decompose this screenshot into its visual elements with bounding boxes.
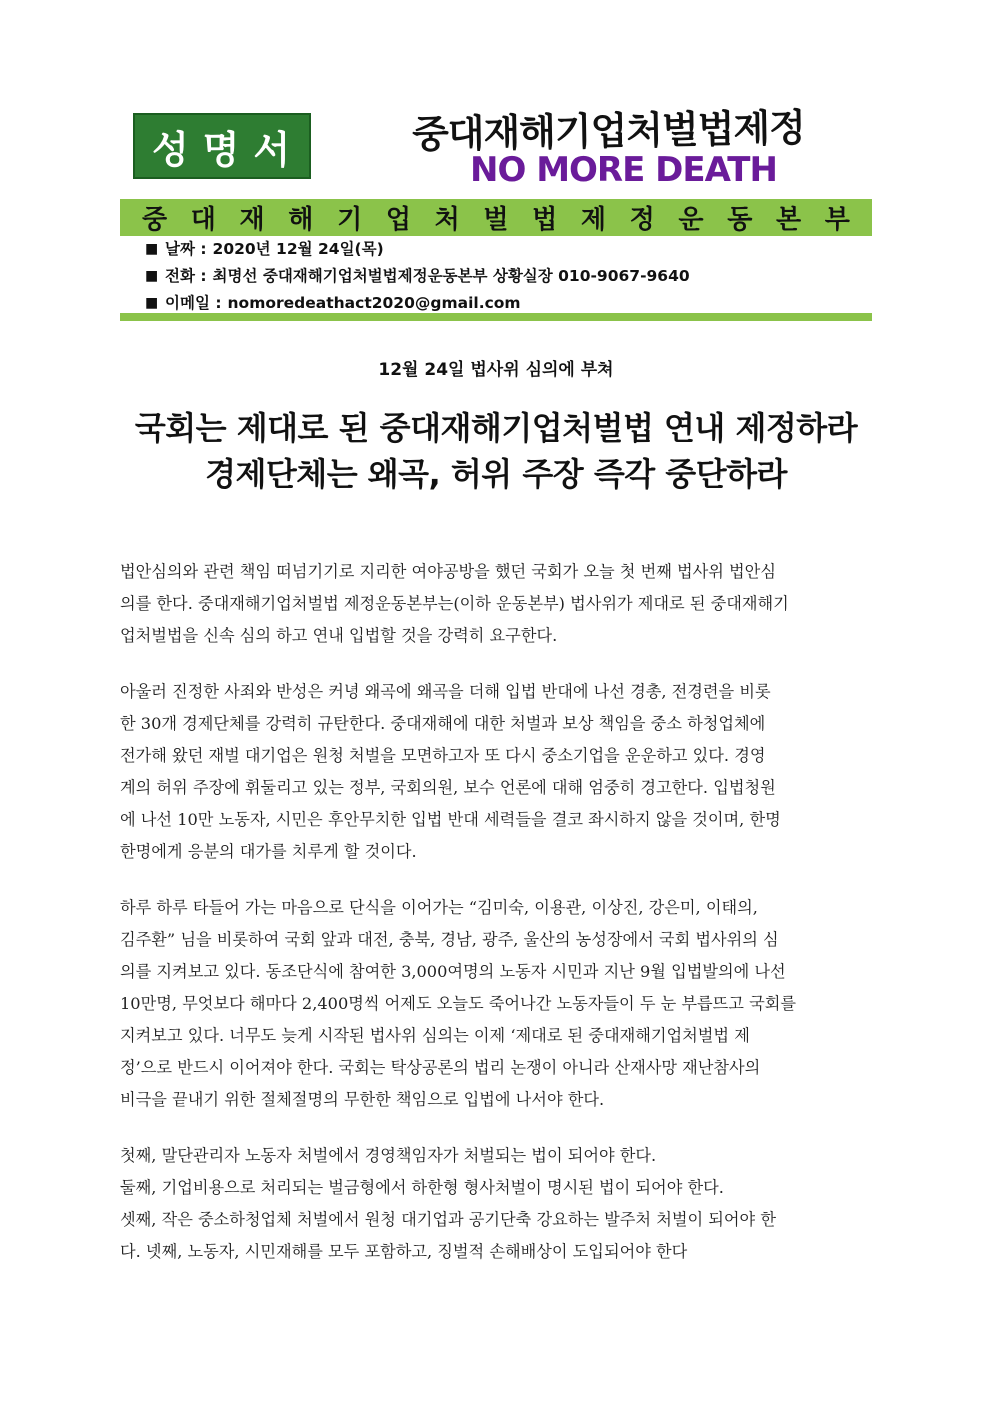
statement-badge: 성명서 [133,113,311,179]
org-char: 중 [142,205,168,235]
phone-row [145,263,865,290]
organization-banner [120,199,872,236]
contact-info [145,236,865,317]
divider [120,313,872,321]
org-char: 본 [775,205,802,235]
phone-value: 최명선 중대재해기업처벌법제정운동본부 상황실장 010-9067-9640 [212,267,690,285]
body-paragraph-3: 하루 하루 타들어 가는 마음으로 단식을 이어가는 “김미숙, 이용관, 이상진, 강은미, 이태의, 김주환” 님을 비롯하여 국회 앞과 대전, 충북, 경남, 광주, 울산의 농성장에서 국회 법사위의 심 의를 지켜보고 있다. 동조단식에 참여한 3,000여명의 노동자 시민과 지난 9월 입법발의에 나선 10만명, 무엇보다 해마다 2,400명씩 어제도 오늘도 죽어나간 노동자들이 두 눈 부릅뜨고 국회를 지켜보고 있다. 너무도 늦게 시작된 법사위 심의는 이제 ‘제대로 된 중대재해기업처벌법 제 정’으로 반드시 이어져야 한다. 국회는 탁상공론의 법리 논쟁이 아니라 산재사망 재난참사의 비극을 끝내기 위한 절체절명의 무한한 책임으로 입법에 나서야 한다. [120,898,796,1109]
org-char: 대 [190,205,216,235]
date-label: 날짜 : [165,240,207,258]
org-char: 해 [288,205,314,235]
campaign-title: 중대재해기업처벌법제정 [411,105,806,157]
org-char: 처 [434,205,460,235]
date-value: 2020년 12월 24일(목) [212,240,384,258]
org-char: 벌 [483,205,509,235]
org-char: 재 [239,205,265,235]
org-char: 운 [678,205,704,235]
headline-line-2: 경제단체는 왜곡, 허위 주장 즉각 중단하라 [205,455,787,493]
org-char: 법 [532,205,558,235]
org-char: 부 [824,205,850,235]
org-char: 업 [385,205,411,235]
body-paragraph-1: 법안심의와 관련 책임 떠넘기기로 지리한 여야공방을 했던 국회가 오늘 첫 번째 법사위 법안심 의를 한다. 중대재해기업처벌법 제정운동본부는(이하 운동본부) 법사위가 제대로 된 중대재해기 업처벌법을 신속 심의 하고 연내 입법할 것을 강력히 요구한다. [120,562,789,645]
subheading: 12월 24일 법사위 심의에 부쳐 [378,360,614,380]
date-row [145,236,865,263]
demands-list: 첫째, 말단관리자 노동자 처벌에서 경영책임자가 처벌되는 법이 되어야 한다. 둘째, 기업비용으로 처리되는 벌금형에서 하한형 형사처벌이 명시된 법이 되어야 한다. 셋째, 작은 중소하청업체 처벌에서 원청 대기업과 공기단축 강요하는 발주처 처벌이 되어야 한 다. 넷째, 노동자, 시민재해를 모두 포함하고, 징벌적 손해배상이 도입되어야 한다 [120,1146,776,1261]
statement-body [120,556,872,1268]
org-char: 기 [337,205,363,235]
square-bullet-icon: ■ [145,241,159,257]
square-bullet-icon: ■ [145,268,159,284]
phone-label: 전화 : [165,267,207,285]
org-char: 정 [629,205,655,235]
email-value: nomoredeathact2020@gmail.com [227,294,521,312]
body-paragraph-2: 아울러 진정한 사죄와 반성은 커녕 왜곡에 왜곡을 더해 입법 반대에 나선 경총, 전경련을 비롯 한 30개 경제단체를 강력히 규탄한다. 중대재해에 대한 처벌과 보상 책임을 중소 하청업체에 전가해 왔던 재벌 대기업은 원청 처벌을 모면하고자 또 다시 중소기업을 운운하고 있다. 경영 계의 허위 주장에 휘둘리고 있는 정부, 국회의원, 보수 언론에 대해 엄중히 경고한다. 입법청원 에 나선 10만 노동자, 시민은 후안무치한 입법 반대 세력들을 결코 좌시하지 않을 것이며, 한명 한명에게 응분의 대가를 치루게 할 것이다. [120,682,781,861]
square-bullet-icon: ■ [145,295,159,311]
org-char: 동 [727,205,753,235]
headline-line-1: 국회는 제대로 된 중대재해기업처벌법 연내 제정하라 [134,409,858,447]
email-label: 이메일 : [165,294,222,312]
headline [100,405,892,497]
slogan: NO MORE DEATH [470,150,777,190]
org-char: 제 [580,205,607,235]
